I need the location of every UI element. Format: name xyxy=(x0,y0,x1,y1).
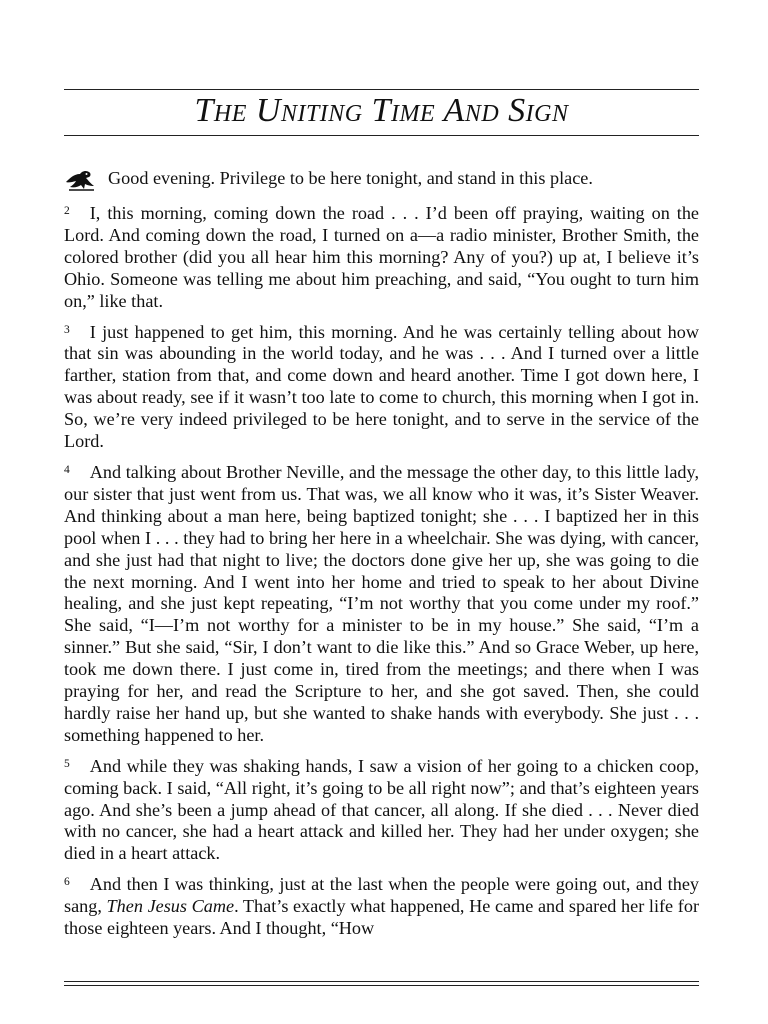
paragraph-number: 6 xyxy=(64,876,70,889)
title-underline xyxy=(64,135,699,136)
paragraph-text: I just happened to get him, this morning. And he was certainly telling about how that sin was abounding in the world today, and he was . . . And I turned over a little farther, station from that, and come down and heard another. Time I got down here, I was about ready, see if it wasn’t too late to come to church, this morning when I got in. So, we’re very indeed privileged to be here tonight, and to serve in the service of the Lord. xyxy=(64,321,699,452)
paragraph-text: I, this morning, coming down the road . . . I’d been off praying, waiting on the Lord. And coming down the road, I turned on a—a radio minister, Brother Smith, the colored brother (did you all hear him this morning? Any of you?) up at, I believe it’s Ohio. Someone was telling me about him preaching, and said, “You ought to turn him on,” like that. xyxy=(64,203,699,311)
paragraph-text: And while they was shaking hands, I saw a vision of her going to a chicken coop, coming back. I said, “All right, it’s going to be all right now”; and that’s eighteen years ago. And she’s been a jump ahead of that cancer, all along. If she died . . . Never died with no cancer, she had a heart attack and killed her. They had her under oxygen; she died in a heart attack. xyxy=(64,755,699,864)
paragraph-6 xyxy=(64,872,699,940)
paragraph-5 xyxy=(64,754,699,866)
paragraph-2 xyxy=(64,201,699,313)
eagle-icon xyxy=(64,168,98,194)
paragraph-number: 5 xyxy=(64,757,70,770)
bottom-rule-1 xyxy=(64,981,699,982)
sermon-body xyxy=(64,168,699,947)
paragraph-number: 3 xyxy=(64,323,70,336)
song-title: Then Jesus Came xyxy=(106,896,235,917)
paragraph-text-start: And then I was thinking, just at the last when the people were going out, and they sang, xyxy=(64,874,699,917)
paragraph-number: 2 xyxy=(64,205,70,217)
opening-paragraph xyxy=(64,168,699,194)
paragraph-3 xyxy=(64,320,699,453)
paragraph-4 xyxy=(64,460,699,747)
opening-text: Good evening. Privilege to be here tonight, and stand in this place. xyxy=(108,168,593,188)
paragraph-text-end: . That’s exactly what happened, He came and spared her life for those eighteen years. And I thought, “How xyxy=(64,896,699,939)
bottom-rule-2 xyxy=(64,985,699,986)
page-title: The Uniting Time And Sign xyxy=(194,92,569,129)
paragraph-text: And talking about Brother Neville, and the message the other day, to this little lady, our sister that just went from us. That was, we all know who it was, it’s Sister Weaver. And thinking about a man here, being baptized tonight; she . . . I baptized her in this pool when I . . . they had to bring her here in a wheelchair. She was dying, with cancer, and she just had that night to live; the doctors done give her up, she was going to die the next morning. And I went into her home and tried to speak to her about Divine healing, and she just kept repeating, “I’m not worthy that you come under my roof.” She said, “I—I’m not worthy for a minister to be in my house.” She said, “I’m a sinner.” But she said, “Sir, I don’t want to die like this.” And so Grace Weber, up here, took me down there. I just come in, tired from the meetings; and there when I was praying for her, and read the Scripture to her, and she got saved. Then, she could hardly raise her hand up, but she wanted to shake hands with everybody. She just . . . something happened to her. xyxy=(64,461,699,745)
paragraph-number: 4 xyxy=(64,463,70,476)
